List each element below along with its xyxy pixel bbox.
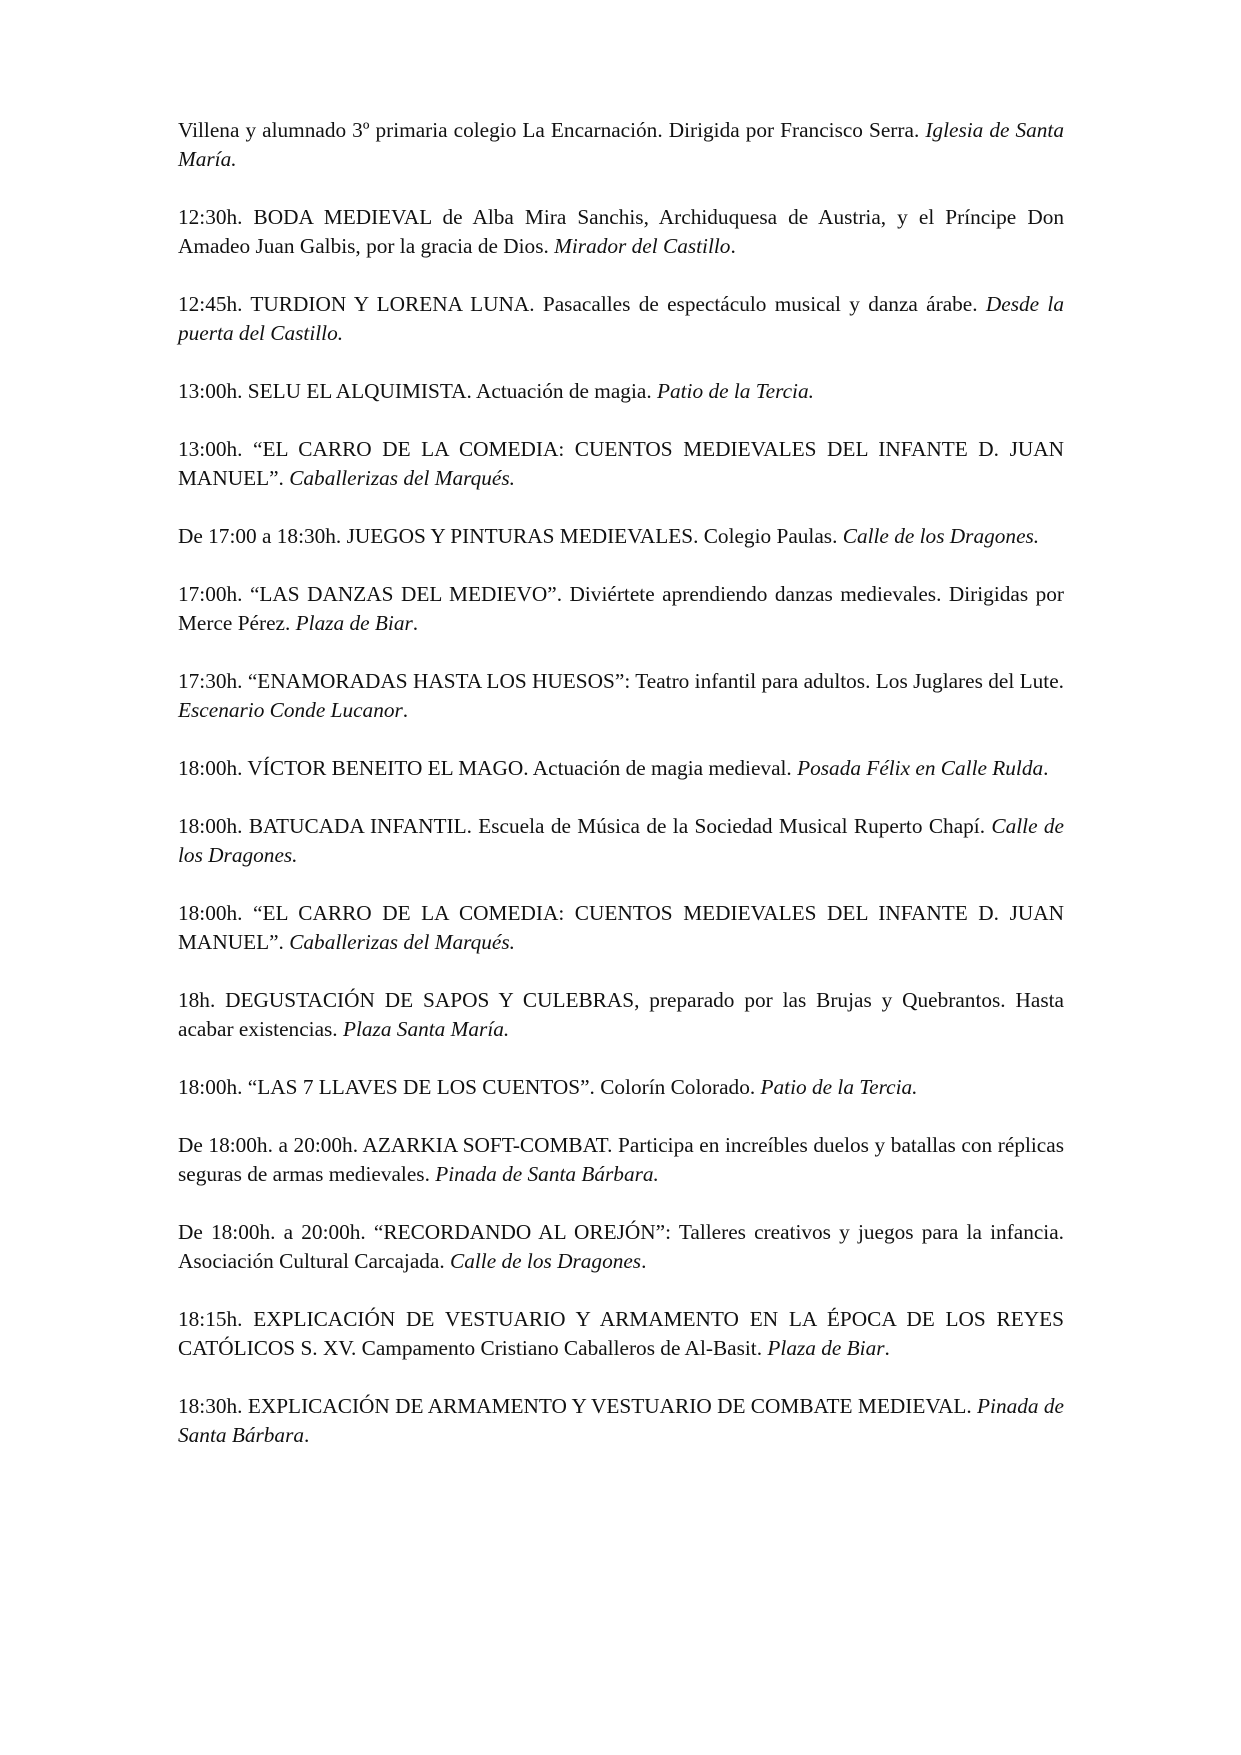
event-paragraph [178, 580, 1064, 638]
event-text: . [1043, 756, 1049, 780]
event-text: 18:00h. VÍCTOR BENEITO EL MAGO. Actuación de magia medieval. [178, 756, 798, 780]
event-location: Plaza de Biar [767, 1336, 885, 1360]
event-text: 18h. DEGUSTACIÓN DE SAPOS Y CULEBRAS, preparado por las Brujas y Quebrantos. Hasta acabar existencias. [178, 988, 1064, 1041]
event-paragraph [178, 377, 1064, 406]
event-paragraph [178, 667, 1064, 725]
event-text: 17:00h. “LAS DANZAS DEL MEDIEVO”. Diviértete aprendiendo danzas medievales. Dirigidas por Merce Pérez. [178, 582, 1064, 635]
event-text: . [730, 234, 736, 258]
event-text: 12:30h. BODA MEDIEVAL de Alba Mira Sanchis, Archiduquesa de Austria, y el Príncipe Don Amadeo Juan Galbis, por la gracia de Dios. [178, 205, 1064, 258]
event-text: . [412, 611, 419, 635]
event-location: Calle de los Dragones. [178, 814, 1064, 867]
event-location: Mirador del Castillo [554, 234, 731, 258]
event-text: De 17:00 a 18:30h. JUEGOS Y PINTURAS MEDIEVALES. Colegio Paulas. [178, 524, 843, 548]
event-location: Escenario Conde Lucanor [178, 698, 403, 722]
event-location: Calle de los Dragones [450, 1249, 642, 1273]
event-text: . [304, 1423, 310, 1447]
event-text: 17:30h. “ENAMORADAS HASTA LOS HUESOS”: Teatro infantil para adultos. Los Juglares del Lute. [178, 669, 1064, 693]
event-text: 18:30h. EXPLICACIÓN DE ARMAMENTO Y VESTUARIO DE COMBATE MEDIEVAL. [178, 1394, 978, 1418]
event-location: Caballerizas del Marqués. [289, 930, 515, 954]
event-paragraph [178, 986, 1064, 1044]
event-paragraph [178, 754, 1064, 783]
event-text: 18:00h. “EL CARRO DE LA COMEDIA: CUENTOS MEDIEVALES DEL INFANTE D. JUAN MANUEL”. [178, 901, 1064, 954]
event-location: Calle de los Dragones. [842, 524, 1040, 548]
event-location: Caballerizas del Marqués. [289, 466, 515, 490]
document-page [178, 116, 1064, 1479]
event-paragraph [178, 435, 1064, 493]
event-paragraph [178, 290, 1064, 348]
event-location: Desde la puerta del Castillo. [178, 292, 1064, 345]
event-location: Pinada de Santa Bárbara. [435, 1162, 659, 1186]
event-text: . [402, 698, 409, 722]
event-paragraph [178, 899, 1064, 957]
event-paragraph [178, 203, 1064, 261]
event-text: 13:00h. “EL CARRO DE LA COMEDIA: CUENTOS MEDIEVALES DEL INFANTE D. JUAN MANUEL”. [178, 437, 1064, 490]
event-location: Posada Félix en Calle Rulda [797, 756, 1044, 780]
event-text: . [641, 1249, 647, 1273]
event-text: 13:00h. SELU EL ALQUIMISTA. Actuación de magia. [178, 379, 657, 403]
event-text: 18:00h. “LAS 7 LLAVES DE LOS CUENTOS”. Colorín Colorado. [178, 1075, 761, 1099]
event-paragraph [178, 522, 1064, 551]
event-paragraph [178, 1073, 1064, 1102]
event-text: De 18:00h. a 20:00h. AZARKIA SOFT-COMBAT. Participa en increíbles duelos y batallas con réplicas seguras de armas medievales. [178, 1133, 1064, 1186]
event-text: 18:00h. BATUCADA INFANTIL. Escuela de Música de la Sociedad Musical Ruperto Chapí. [178, 814, 992, 838]
event-text: 12:45h. TURDION Y LORENA LUNA. Pasacalles de espectáculo musical y danza árabe. [178, 292, 986, 316]
event-location: Iglesia de Santa María. [178, 118, 1065, 171]
event-location: Plaza Santa María. [342, 1017, 510, 1041]
event-text: De 18:00h. a 20:00h. “RECORDANDO AL OREJÓN”: Talleres creativos y juegos para la infancia. Asociación Cultural Carcajada. [178, 1220, 1064, 1273]
event-text: . [884, 1336, 890, 1360]
event-text: Villena y alumnado 3º primaria colegio La Encarnación. Dirigida por Francisco Serra. [178, 118, 926, 142]
event-location: Pinada de Santa Bárbara [178, 1394, 1064, 1447]
event-paragraph [178, 1131, 1064, 1189]
event-paragraph [178, 1305, 1064, 1363]
event-text: 18:15h. EXPLICACIÓN DE VESTUARIO Y ARMAMENTO EN LA ÉPOCA DE LOS REYES CATÓLICOS S. XV. Campamento Cristiano Caballeros de Al-Basit. [178, 1307, 1064, 1360]
event-paragraph [178, 116, 1064, 174]
event-paragraph [178, 1392, 1064, 1450]
event-paragraph [178, 812, 1064, 870]
event-paragraph [178, 1218, 1064, 1276]
event-location: Patio de la Tercia. [656, 379, 814, 403]
event-location: Patio de la Tercia. [760, 1075, 918, 1099]
event-location: Plaza de Biar [295, 611, 413, 635]
